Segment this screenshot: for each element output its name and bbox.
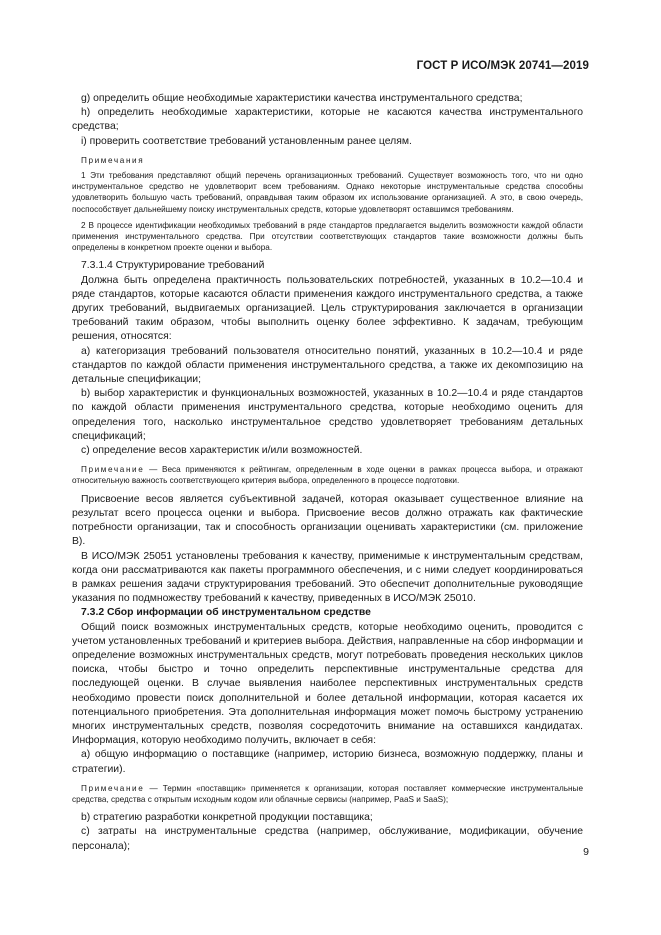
- list-item-a-categorization: a) категоризация требований пользователя относительно понятий, указанных в 10.2—10.4 и ряде стандартов по каждой области применения инструментального средства, а также их декомпозицию на детальные спецификации;: [72, 345, 583, 386]
- list-item-g: g) определить общие необходимые характеристики качества инструментального средства;: [81, 93, 523, 104]
- list-item-i: i) проверить соответствие требований установленным ранее целям.: [81, 135, 412, 147]
- standard-code-header: ГОСТ Р ИСО/МЭК 20741—2019: [416, 60, 589, 72]
- paragraph-structuring: Должна быть определена практичность пользовательских потребностей, указанных в 10.2—10.4 и ряде стандартов, которые касаются области применения каждого инструментального средства, а также других требований, выдвигаемых организацией. Цель структурирования заключается в организации требований таким образом, чтобы выполнить оценку более эффективно. К задачам, требующим решения, относятся:: [72, 274, 583, 343]
- note-supplier: [72, 783, 583, 805]
- note-text: — Термин «поставщик» применяется к организации, которая поставляет коммерческие инструментальные средства, средства с открытым исходным кодом или облачные сервисы (например, PaaS и SaaS);: [72, 783, 583, 804]
- page-body: [72, 92, 583, 854]
- paragraph-info-gathering: Общий поиск возможных инструментальных средств, которые необходимо оценить, проводится с учетом установленных требований и критериев выбора. Действия, направленные на сбор информации и определение возможных инструментальных средств, могут потребовать проведения нескольких циклов поиска, чтобы быстро и точно определить перспективные инструментальные средства для последующей оценки. В случае выявления наиболее перспективных инструментальных средств необходимо провести поиск дополнительной и более детальной информации, которая касается их потенциального приобретения. Эта дополнительная информация может помочь быстрому устранению многих инструментальных средств, позволяя сосредоточить внимание на оставшихся кандидатах. Информация, которую необходимо получить, включает в себя:: [72, 621, 583, 747]
- note-weights: [72, 464, 583, 486]
- paragraph-iso-25051: В ИСО/МЭК 25051 установлены требования к качеству, применимые к инструментальным средствам, когда они рассматриваются как пакеты программного обеспечения, и с ними следует координироваться в рамках решения задачи структурирования требований. Это обеспечит дополнительные руководящие указания по подмножеству требований к качеству, приведенных в ИСО/МЭК 25010.: [72, 550, 583, 605]
- notes-title: Примечания: [81, 155, 145, 165]
- list-item-a-supplier-info: a) общую информацию о поставщике (например, историю бизнеса, возможную поддержку, планы и стратегии).: [72, 749, 583, 775]
- note-1: 1 Эти требования представляют общий перечень организационных требований. Существует возможность того, что ни одно инструментальное средство не удовлетворит всем требованиям. Однако некоторые инструментальные средства способны удовлетворить большую часть требований, оправдывая таким образом их использование организацией. А это, в свою очередь, поспособствует дальнейшему поиску инструментальных средств, которые удовлетворят оставшимся требованиям.: [72, 171, 583, 214]
- section-heading-7-3-1-4: 7.3.1.4 Структурирование требований: [81, 260, 265, 272]
- list-item-b-strategy: b) стратегию разработки конкретной продукции поставщика;: [81, 812, 373, 824]
- list-item-c-costs: c) затраты на инструментальные средства (например, обслуживание, модификации, обучение персонала);: [72, 826, 583, 852]
- paragraph-weights: Присвоение весов является субъективной задачей, которая оказывает существенное влияние на результат всего процесса оценки и выбора. Присвоение весов должно отражать как фактические потребности организации, так и способность организации оценивать характеристики (см. приложение В).: [72, 493, 583, 548]
- list-item-b-selection: b) выбор характеристик и функциональных возможностей, указанных в 10.2—10.4 и ряде стандартов по каждой области применения инструментального средства, которые необходимо оценить для определения того, насколько инструментальное средство удовлетворяет требованиям детальных спецификаций;: [72, 388, 583, 442]
- list-item-c-weights: c) определение весов характеристик и/или возможностей.: [81, 445, 363, 457]
- list-item-h: h) определить необходимые характеристики, которые не касаются качества инструментального средства;: [72, 107, 583, 133]
- section-heading-7-3-2: 7.3.2 Сбор информации об инструментальном средстве: [81, 607, 371, 619]
- note-2: 2 В процессе идентификации необходимых требований в ряде стандартов предлагается выделить возможности каждой области применения инструментального средства. При отсутствии соответствующих стандартов такие возможности должны быть определены в конкретном проекте оценки и выбора.: [72, 220, 583, 253]
- page-number: 9: [583, 846, 589, 858]
- note-label: Примечание: [81, 783, 145, 793]
- note-label: Примечание: [81, 465, 145, 475]
- note-text: — Веса применяются к рейтингам, определенным в ходе оценки в рамках процесса выбора, и отражают относительную важность соответствующего критерия выбора, определенного в процессе подготовки.: [72, 465, 583, 486]
